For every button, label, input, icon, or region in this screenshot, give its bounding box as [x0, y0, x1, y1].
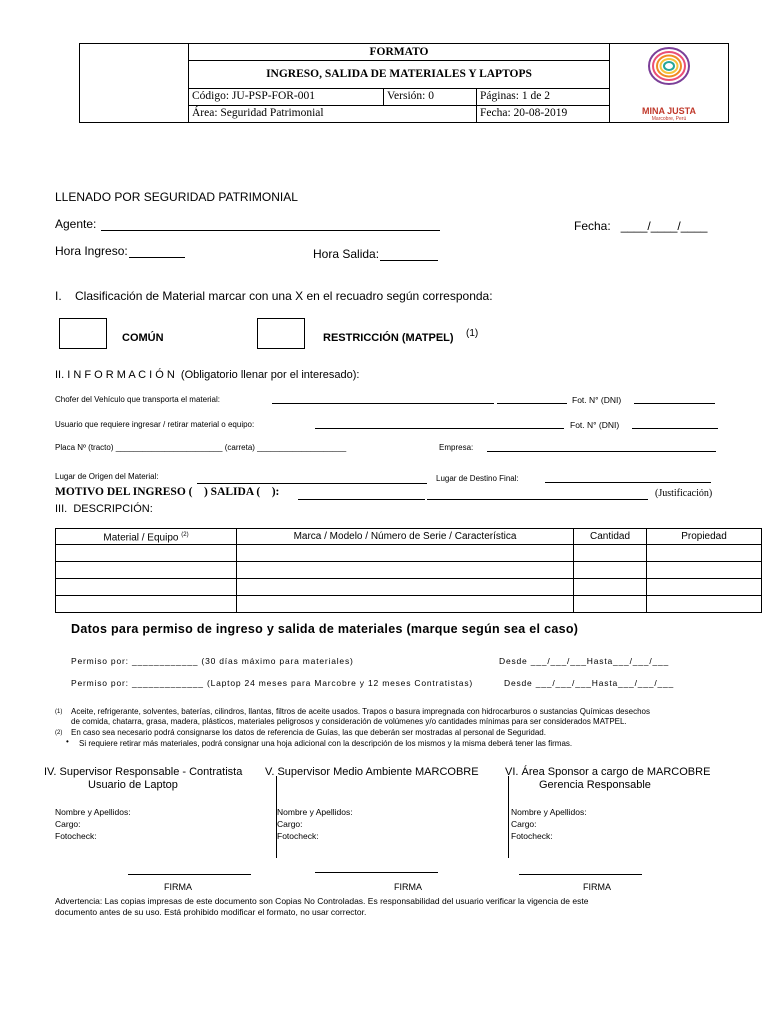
sig6-cargo[interactable]: Cargo:	[511, 819, 537, 829]
form-date: Fecha: 20-08-2019	[477, 105, 610, 122]
restriccion-checkbox[interactable]	[257, 318, 305, 349]
header-blank-cell	[80, 44, 189, 123]
mina-justa-logo	[634, 44, 704, 102]
empresa-field[interactable]	[487, 451, 716, 452]
origen-label: Lugar de Origen del Material:	[55, 472, 159, 481]
table-cell[interactable]	[574, 596, 647, 613]
fot-dni-1-label: Fot. N° (DNI)	[572, 395, 622, 405]
warning-line-2: documento antes de su uso. Está prohibido modificar el formato, no usar corrector.	[55, 907, 367, 917]
table-row	[56, 545, 762, 562]
hora-ingreso-label: Hora Ingreso:	[55, 244, 128, 258]
form-area: Área: Seguridad Patrimonial	[189, 105, 477, 122]
col-material-header: Material / Equipo $^{(2)}$	[56, 529, 237, 545]
signature-line-6[interactable]	[519, 874, 642, 875]
table-cell[interactable]	[647, 579, 762, 596]
form-version: Versión: 0	[384, 88, 477, 105]
sig5-fields	[277, 806, 353, 842]
warning-text	[55, 896, 588, 918]
sig6-nombre[interactable]: Nombre y Apellidos:	[511, 807, 587, 817]
section2-heading: II. I N F O R M A C I Ó N (Obligatorio llenar por el interesado):	[55, 369, 360, 381]
firma-label-5: FIRMA	[394, 882, 422, 892]
hora-ingreso-field[interactable]	[129, 257, 185, 258]
chofer-field[interactable]	[272, 403, 494, 404]
destino-label: Lugar de Destino Final:	[436, 474, 519, 483]
table-row	[56, 596, 762, 613]
form-code: Código: JU-PSP-FOR-001	[189, 88, 384, 105]
logo-tagline: Marcobre, Perú	[651, 116, 687, 122]
bullet-icon: •	[66, 737, 69, 746]
description-table	[55, 528, 762, 613]
sig4-cargo[interactable]: Cargo:	[55, 819, 81, 829]
hora-salida-label: Hora Salida:	[313, 247, 380, 261]
table-cell[interactable]	[56, 545, 237, 562]
fot-dni-2-label: Fot. N° (DNI)	[570, 420, 620, 430]
permit-line-2[interactable]: Permiso por: _____________ (Laptop 24 meses para Marcobre y 12 meses Contratistas)	[71, 678, 474, 688]
sig-divider-2	[508, 776, 509, 858]
sig5-cargo[interactable]: Cargo:	[277, 819, 303, 829]
table-cell[interactable]	[237, 545, 574, 562]
col-marca-header: Marca / Modelo / Número de Serie / Característica	[237, 529, 574, 545]
sig4-title-2: Usuario de Laptop	[88, 779, 178, 791]
usuario-label: Usuario que requiere ingresar / retirar material o equipo:	[55, 420, 255, 429]
form-subtitle: INGRESO, SALIDA DE MATERIALES Y LAPTOPS	[189, 61, 610, 88]
table-cell[interactable]	[237, 562, 574, 579]
sig5-title: V. Supervisor Medio Ambiente MARCOBRE	[265, 766, 479, 778]
table-cell[interactable]	[647, 596, 762, 613]
sig5-nombre[interactable]: Nombre y Apellidos:	[277, 807, 353, 817]
note2-mark: (2)	[55, 730, 63, 736]
col-cantidad-header: Cantidad	[574, 529, 647, 545]
origen-field[interactable]	[197, 483, 427, 484]
signature-line-5[interactable]	[315, 872, 438, 873]
table-cell[interactable]	[574, 579, 647, 596]
sig5-fotocheck[interactable]: Fotocheck:	[277, 831, 319, 841]
permits-heading: Datos para permiso de ingreso y salida de materiales (marque según sea el caso)	[71, 622, 579, 636]
section1-heading: I. Clasificación de Material marcar con una X en el recuadro según corresponda:	[55, 289, 493, 303]
sig4-fotocheck[interactable]: Fotocheck:	[55, 831, 97, 841]
section3-heading: III. DESCRIPCIÓN:	[55, 503, 153, 515]
hora-salida-field[interactable]	[380, 260, 438, 261]
table-cell[interactable]	[56, 579, 237, 596]
table-header-row	[56, 529, 762, 545]
destino-field[interactable]	[545, 482, 711, 483]
firma-label-4: FIRMA	[164, 882, 192, 892]
motivo-field-1[interactable]	[298, 499, 425, 500]
sig6-fields	[511, 806, 587, 842]
fot-dni-2-field[interactable]	[632, 428, 718, 429]
restriccion-footnote-mark: (1)	[466, 328, 479, 339]
placa-line[interactable]: Placa Nº (tracto) ________________________ (carreta) ____________________	[55, 443, 347, 452]
table-cell[interactable]	[574, 562, 647, 579]
note2-text: En caso sea necesario podrá consignarse los datos de referencia de Guías, las que deberán ser mostradas al personal de Seguridad.	[71, 728, 546, 737]
logo-cell	[610, 44, 729, 123]
firma-label-6: FIRMA	[583, 882, 611, 892]
fecha-field[interactable]: Fecha: ____/____/____	[574, 219, 708, 233]
empresa-label: Empresa:	[439, 443, 474, 452]
justificacion-label: (Justificación)	[655, 488, 713, 499]
sig6-title-1: VI. Área Sponsor a cargo de MARCOBRE	[505, 766, 711, 778]
restriccion-label: RESTRICCIÓN (MATPEL)	[323, 332, 454, 344]
permit-line-1[interactable]: Permiso por: ____________ (30 días máximo para materiales)	[71, 656, 354, 666]
chofer-field-extra[interactable]	[497, 403, 567, 404]
note1-mark: (1)	[55, 709, 63, 715]
motivo-field-2[interactable]	[427, 499, 648, 500]
note-bullet-text: Si requiere retirar más materiales, podrá consignar una hoja adicional con la descripción de los mismos y la misma deberá tener las firmas.	[79, 739, 573, 748]
table-row	[56, 562, 762, 579]
security-heading: LLENADO POR SEGURIDAD PATRIMONIAL	[55, 190, 298, 204]
table-cell[interactable]	[647, 545, 762, 562]
table-cell[interactable]	[647, 562, 762, 579]
agente-label: Agente:	[55, 217, 97, 231]
form-title: FORMATO	[189, 44, 610, 61]
signature-line-4[interactable]	[128, 874, 251, 875]
col-propiedad-header: Propiedad	[647, 529, 762, 545]
table-cell[interactable]	[574, 545, 647, 562]
usuario-field[interactable]	[315, 428, 564, 429]
logo-name: MINA JUSTA	[642, 106, 696, 116]
table-row	[56, 579, 762, 596]
comun-checkbox[interactable]	[59, 318, 107, 349]
motivo-label: MOTIVO DEL INGRESO ( ) SALIDA ( ):	[55, 486, 280, 498]
chofer-label: Chofer del Vehículo que transporta el material:	[55, 395, 220, 404]
table-cell[interactable]	[237, 596, 574, 613]
sig6-title-2: Gerencia Responsable	[539, 779, 651, 791]
comun-label: COMÚN	[122, 332, 164, 344]
table-cell[interactable]	[56, 596, 237, 613]
sig6-fotocheck[interactable]: Fotocheck:	[511, 831, 553, 841]
sig4-title-1: IV. Supervisor Responsable - Contratista	[44, 766, 243, 778]
table-cell[interactable]	[56, 562, 237, 579]
fot-dni-1-field[interactable]	[634, 403, 715, 404]
document-header	[79, 43, 729, 123]
permit-line-2-dates[interactable]: Desde ___/___/___Hasta___/___/___	[504, 678, 675, 688]
form-pages: Páginas: 1 de 2	[477, 88, 610, 105]
table-cell[interactable]	[237, 579, 574, 596]
note1-line1: Aceite, refrigerante, solventes, baterías, cilindros, llantas, filtros de aceite usados. Trapos o basura impregnada con hidrocarburos o sustancias Químicas desechos	[71, 707, 650, 716]
note1-line2: de comida, chatarra, grasa, madera, plásticos, materiales peligrosos y consideración de volúmenes y/o cantidades mínimas para ser considerados MATPEL.	[71, 717, 627, 726]
agente-field[interactable]	[101, 230, 440, 231]
sig4-nombre[interactable]: Nombre y Apellidos:	[55, 807, 131, 817]
warning-line-1: Advertencia: Las copias impresas de este documento son Copias No Controladas. Es responsabilidad del usuario verificar la vigencia de este	[55, 896, 589, 906]
permit-line-1-dates[interactable]: Desde ___/___/___Hasta___/___/___	[499, 656, 670, 666]
sig4-fields	[55, 806, 131, 842]
